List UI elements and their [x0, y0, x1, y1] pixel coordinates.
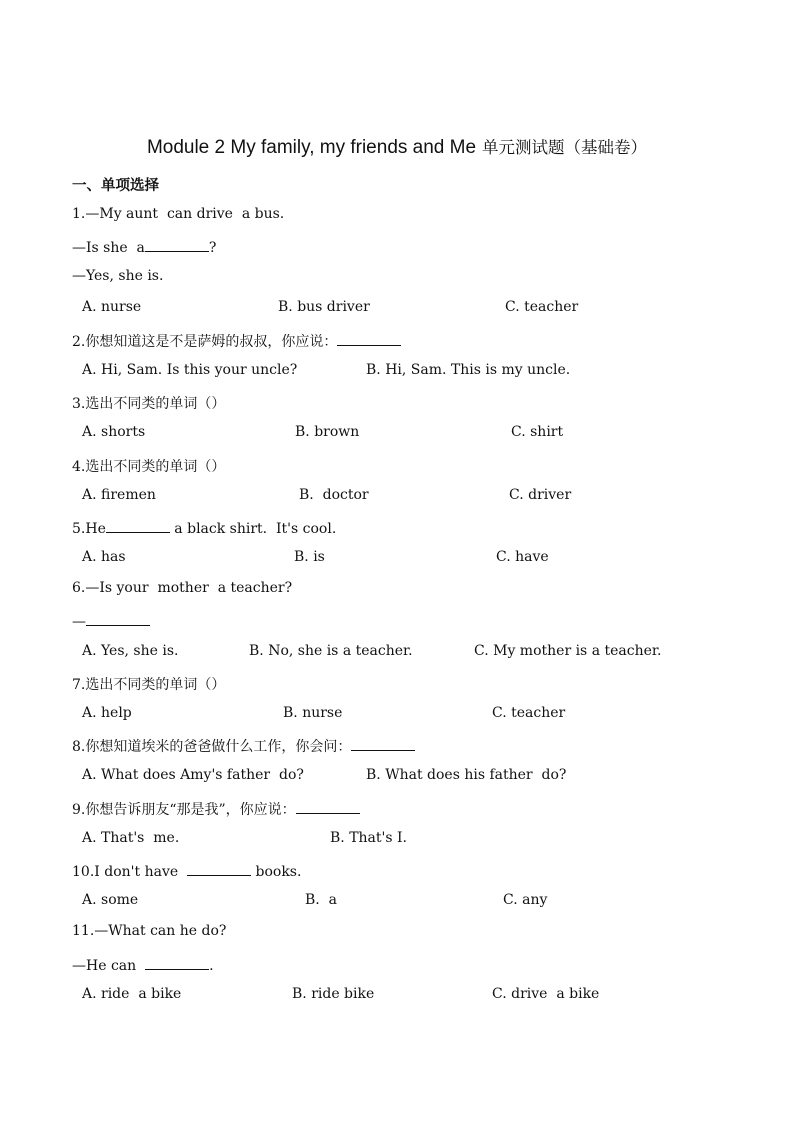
- option-a[interactable]: A. That's me.: [82, 830, 180, 846]
- question-text: 6.—Is your mother a teacher?: [72, 580, 293, 596]
- answer-blank[interactable]: [145, 955, 209, 970]
- answer-blank[interactable]: [106, 518, 170, 533]
- question-6-options: [82, 643, 722, 663]
- answer-blank[interactable]: [351, 736, 415, 751]
- question-3-line-1: [72, 393, 225, 413]
- option-a[interactable]: A. some: [82, 892, 139, 908]
- question-7-options: [82, 705, 722, 725]
- option-c[interactable]: C. shirt: [511, 424, 564, 440]
- question-1-line-2: [72, 237, 216, 256]
- option-b[interactable]: B. Hi, Sam. This is my uncle.: [366, 362, 571, 378]
- section-heading: 一、单项选择: [72, 178, 159, 194]
- question-2-options: [82, 362, 722, 382]
- question-1-line-3: [72, 268, 163, 284]
- question-text: 2.你想知道这是不是萨姆的叔叔，你应说：: [72, 334, 338, 350]
- question-11-line-2: [72, 955, 214, 974]
- question-text-tail: ?: [208, 240, 217, 256]
- answer-blank[interactable]: [337, 331, 401, 346]
- question-text: 10.I don't have: [72, 864, 188, 880]
- page-title: [0, 134, 794, 159]
- question-5-options: [82, 549, 722, 569]
- question-text: —Yes, she is.: [72, 268, 164, 284]
- question-text: 7.选出不同类的单词（）: [72, 677, 226, 693]
- option-b[interactable]: B. a: [305, 892, 337, 908]
- option-c[interactable]: C. My mother is a teacher.: [474, 643, 662, 659]
- answer-blank[interactable]: [187, 861, 251, 876]
- option-b[interactable]: B. ride bike: [292, 986, 375, 1002]
- question-1-options: [82, 299, 722, 319]
- option-b[interactable]: B. That's I.: [330, 830, 407, 846]
- option-c[interactable]: C. any: [503, 892, 548, 908]
- option-b[interactable]: B. brown: [295, 424, 360, 440]
- option-c[interactable]: C. teacher: [492, 705, 566, 721]
- option-a[interactable]: A. firemen: [82, 487, 156, 503]
- question-text-tail: .: [209, 958, 214, 974]
- question-8-options: [82, 767, 722, 787]
- option-a[interactable]: A. nurse: [82, 299, 142, 315]
- question-10-options: [82, 892, 722, 912]
- option-b[interactable]: B. nurse: [283, 705, 343, 721]
- question-text-tail: books.: [251, 864, 302, 880]
- question-4-options: [82, 487, 722, 507]
- answer-blank[interactable]: [86, 611, 150, 626]
- question-text: 11.—What can he do?: [72, 923, 227, 939]
- question-9-line-1: [72, 799, 360, 819]
- question-text-tail: a black shirt. It's cool.: [169, 521, 337, 537]
- option-b[interactable]: B. No, she is a teacher.: [249, 643, 413, 659]
- question-1-line-1: [72, 206, 284, 222]
- question-text: —: [72, 614, 86, 630]
- option-a[interactable]: A. has: [82, 549, 126, 565]
- answer-blank[interactable]: [296, 799, 360, 814]
- question-text: 8.你想知道埃米的爸爸做什么工作，你会问：: [72, 739, 352, 755]
- option-a[interactable]: A. Yes, she is.: [82, 643, 179, 659]
- answer-blank[interactable]: [145, 237, 209, 252]
- question-text: —He can: [72, 958, 146, 974]
- question-7-line-1: [72, 674, 225, 694]
- question-text: 9.你想告诉朋友“那是我”，你应说：: [72, 802, 296, 818]
- question-3-options: [82, 424, 722, 444]
- question-text: 5.He: [72, 521, 106, 537]
- question-4-line-1: [72, 456, 225, 476]
- question-6-line-1: [72, 580, 292, 596]
- question-11-line-1: [72, 923, 226, 939]
- option-b[interactable]: B. is: [294, 549, 325, 565]
- option-c[interactable]: C. have: [496, 549, 549, 565]
- question-text: —Is she a: [72, 240, 145, 256]
- question-5-line-1: [72, 518, 336, 537]
- option-b[interactable]: B. doctor: [299, 487, 369, 503]
- option-b[interactable]: B. What does his father do?: [366, 767, 567, 783]
- question-text: 1.—My aunt can drive a bus.: [72, 206, 285, 222]
- option-a[interactable]: A. Hi, Sam. Is this your uncle?: [82, 362, 298, 378]
- option-a[interactable]: A. help: [82, 705, 132, 721]
- title-english: Module 2 My family, my friends and Me: [146, 137, 477, 158]
- question-text: 3.选出不同类的单词（）: [72, 396, 226, 412]
- question-10-line-1: [72, 861, 301, 880]
- option-a[interactable]: A. What does Amy's father do?: [82, 767, 304, 783]
- option-c[interactable]: C. driver: [509, 487, 572, 503]
- question-2-line-1: [72, 331, 401, 351]
- question-6-line-2: [72, 611, 150, 630]
- option-c[interactable]: C. drive a bike: [492, 986, 600, 1002]
- option-a[interactable]: A. ride a bike: [82, 986, 182, 1002]
- title-chinese: 单元测试题（基础卷）: [482, 138, 648, 157]
- question-text: 4.选出不同类的单词（）: [72, 459, 226, 475]
- question-11-options: [82, 986, 722, 1006]
- question-8-line-1: [72, 736, 415, 756]
- option-c[interactable]: C. teacher: [505, 299, 579, 315]
- option-b[interactable]: B. bus driver: [278, 299, 370, 315]
- question-9-options: [82, 830, 722, 850]
- option-a[interactable]: A. shorts: [82, 424, 146, 440]
